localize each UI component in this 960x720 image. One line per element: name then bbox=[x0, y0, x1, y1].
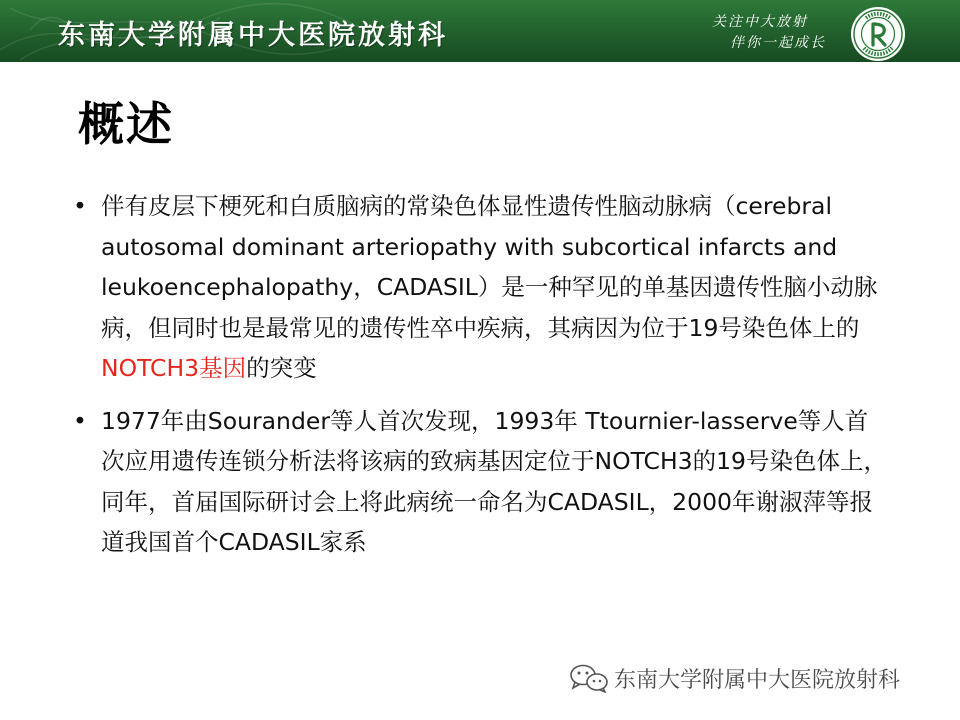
header-banner bbox=[0, 0, 960, 62]
slogan-line-2: 伴你一起成长 bbox=[730, 35, 826, 51]
header-title: 东南大学附属中大医院放射科 bbox=[58, 20, 448, 51]
slogan-line-1: 关注中大放射 bbox=[712, 14, 808, 30]
bullet-item bbox=[70, 401, 890, 563]
bullet-text-end: 的突变 bbox=[246, 354, 317, 382]
bullet-dot: • bbox=[73, 192, 87, 220]
bullet-item bbox=[70, 186, 890, 389]
header-slogan bbox=[712, 12, 826, 54]
hospital-radiology-logo-icon bbox=[850, 6, 906, 62]
slide-title: 概述 bbox=[78, 97, 174, 151]
wechat-icon bbox=[568, 663, 610, 693]
bullet-dot: • bbox=[73, 406, 87, 435]
bullet-list bbox=[70, 186, 890, 563]
gene-highlight: NOTCH3基因 bbox=[101, 354, 247, 382]
footer-watermark bbox=[568, 660, 900, 696]
footer-text: 东南大学附属中大医院放射科 bbox=[614, 667, 901, 693]
bullet-text: 1977年由Sourander等人首次发现，1993年 Ttournier-lasserve等人首次应用遗传连锁分析法将该病的致病基因定位于NOTCH3的19号染色体上，同年，首届国际研讨会上将此病统一命名为CADASIL，2000年谢淑萍等报道我国首个CADASIL家系 bbox=[101, 406, 887, 556]
bullet-text: 伴有皮层下梗死和白质脑病的常染色体显性遗传性脑动脉病（cerebral autosomal dominant arteriopathy with subcortical infarcts and leukoencephalopathy，CADASIL）是一种罕见的单基因遗传性脑小动脉病，但同时也是最常见的遗传性卒中疾病，其病因为位于19号染色体上的 bbox=[101, 192, 878, 342]
